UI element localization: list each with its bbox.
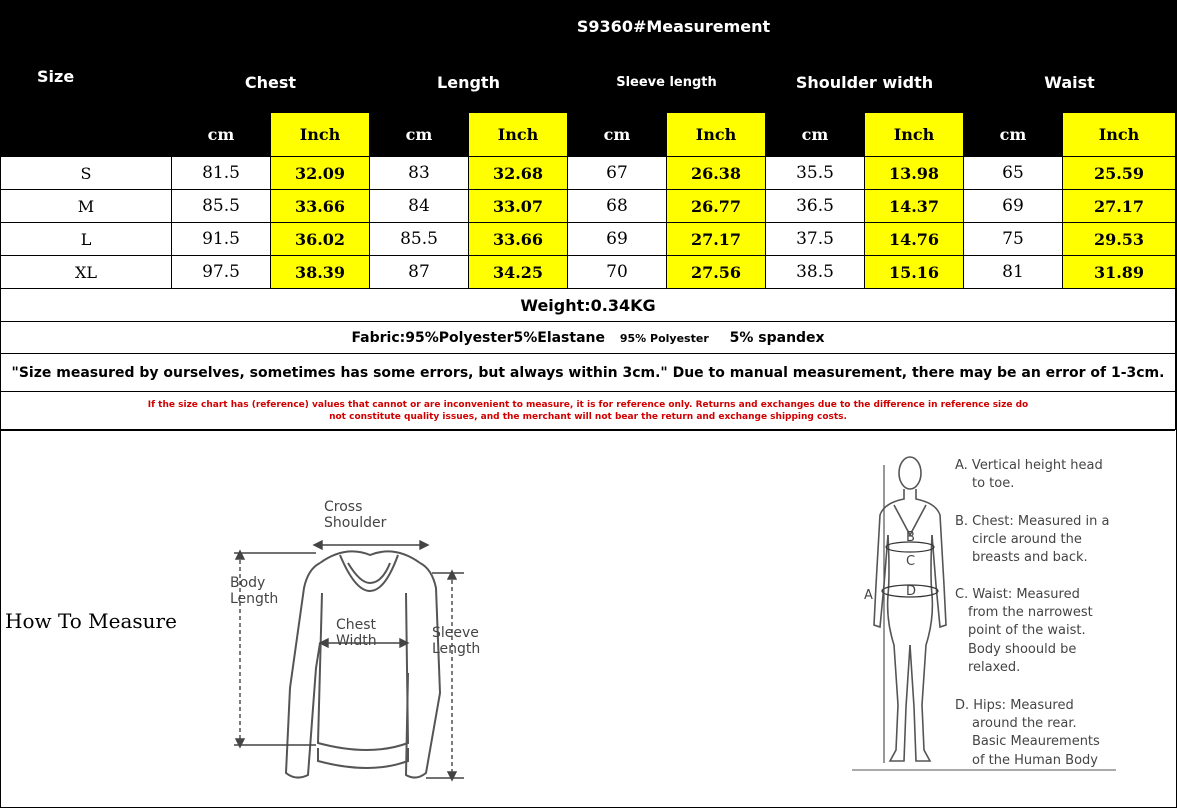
cell-inch: 38.39 (271, 256, 370, 289)
cell-inch: 29.53 (1063, 223, 1176, 256)
fabric-spandex: 5% spandex (729, 329, 825, 346)
group-waist: Waist (964, 53, 1176, 113)
body-letter-a: A (864, 588, 873, 603)
cell-cm: 75 (964, 223, 1063, 256)
cell-inch: 33.66 (271, 190, 370, 223)
fabric-polyester: 95% Polyester (619, 331, 709, 345)
unit-cm: cm (766, 113, 865, 157)
size-header: Size (1, 1, 172, 157)
label-chest-width-2: Width (336, 633, 377, 649)
note-a-2: to toe. (972, 476, 1015, 491)
cell-cm: 70 (568, 256, 667, 289)
weight-info: Weight:0.34KG (1, 289, 1176, 322)
cell-inch: 36.02 (271, 223, 370, 256)
cell-cm: 67 (568, 157, 667, 190)
cell-cm: 65 (964, 157, 1063, 190)
cell-inch: 34.25 (469, 256, 568, 289)
group-shoulder-width: Shoulder width (766, 53, 964, 113)
disclaimer-text: "Size measured by ourselves, sometimes has some errors, but always within 3cm." Due to manual measurement, there may be an error of 1-3cm. (1, 354, 1176, 392)
cell-inch: 27.56 (667, 256, 766, 289)
body-letter-b: B (906, 530, 915, 545)
note-c-2: from the narrowest (968, 605, 1093, 620)
cell-inch: 14.37 (865, 190, 964, 223)
note-c-3: point of the waist. (968, 623, 1086, 638)
cell-cm: 38.5 (766, 256, 865, 289)
body-letter-d: D (906, 584, 917, 599)
unit-inch: Inch (667, 113, 766, 157)
cell-cm: 68 (568, 190, 667, 223)
cell-inch: 33.66 (469, 223, 568, 256)
label-sleeve-length-2: Length (432, 641, 481, 657)
row-size: M (1, 190, 172, 223)
cell-inch: 33.07 (469, 190, 568, 223)
cell-cm: 87 (370, 256, 469, 289)
note-c-1: C. Waist: Measured (955, 587, 1080, 602)
note-d-4: of the Human Body (972, 753, 1098, 768)
unit-inch: Inch (865, 113, 964, 157)
cell-inch: 26.77 (667, 190, 766, 223)
unit-inch: Inch (1063, 113, 1176, 157)
group-length: Length (370, 53, 568, 113)
cell-inch: 27.17 (1063, 190, 1176, 223)
cell-cm: 37.5 (766, 223, 865, 256)
unit-inch: Inch (469, 113, 568, 157)
cell-inch: 14.76 (865, 223, 964, 256)
note-c-4: Body shoould be (968, 642, 1077, 657)
chart-title: S9360#Measurement (172, 1, 1176, 53)
cell-inch: 31.89 (1063, 256, 1176, 289)
cell-inch: 15.16 (865, 256, 964, 289)
fabric-main: Fabric:95%Polyester5%Elastane (351, 329, 605, 346)
label-cross-shoulder-1: Cross (324, 499, 363, 515)
cell-cm: 69 (964, 190, 1063, 223)
label-cross-shoulder-2: Shoulder (324, 515, 387, 531)
body-letter-c: C (906, 554, 916, 569)
note-d-1: D. Hips: Measured (955, 698, 1074, 713)
cell-cm: 85.5 (370, 223, 469, 256)
cell-cm: 97.5 (172, 256, 271, 289)
note-d-3: Basic Meaurements (972, 734, 1100, 749)
group-chest: Chest (172, 53, 370, 113)
cell-inch: 26.38 (667, 157, 766, 190)
cell-inch: 13.98 (865, 157, 964, 190)
label-chest-width-1: Chest (336, 617, 377, 633)
cell-cm: 91.5 (172, 223, 271, 256)
row-size: XL (1, 256, 172, 289)
cell-cm: 81.5 (172, 157, 271, 190)
return-notice-line-2: not constitute quality issues, and the merchant will not bear the return and exchange shipping costs. (329, 411, 847, 422)
row-size: S (1, 157, 172, 190)
label-sleeve-length-1: Sleeve (432, 625, 479, 641)
cell-cm: 36.5 (766, 190, 865, 223)
unit-inch: Inch (271, 113, 370, 157)
cell-inch: 32.09 (271, 157, 370, 190)
cell-cm: 81 (964, 256, 1063, 289)
unit-cm: cm (964, 113, 1063, 157)
cell-cm: 84 (370, 190, 469, 223)
cell-cm: 85.5 (172, 190, 271, 223)
cell-cm: 83 (370, 157, 469, 190)
cell-cm: 69 (568, 223, 667, 256)
row-size: L (1, 223, 172, 256)
unit-cm: cm (172, 113, 271, 157)
label-body-length-1: Body (230, 575, 266, 591)
unit-cm: cm (370, 113, 469, 157)
note-b-2: circle around the (972, 532, 1082, 547)
cell-inch: 32.68 (469, 157, 568, 190)
note-b-1: B. Chest: Measured in a (955, 514, 1110, 529)
note-a-1: A. Vertical height head (955, 458, 1103, 473)
note-c-5: relaxed. (968, 660, 1021, 675)
return-notice-line-1: If the size chart has (reference) values that cannot or are inconvenient to measure, it is for reference only. Returns and exchanges due to the difference in reference size do (147, 399, 1029, 410)
note-b-3: breasts and back. (972, 550, 1088, 565)
label-body-length-2: Length (230, 591, 279, 607)
cell-cm: 35.5 (766, 157, 865, 190)
note-d-2: around the rear. (972, 716, 1077, 731)
group-sleeve-length: Sleeve length (568, 53, 766, 113)
unit-cm: cm (568, 113, 667, 157)
how-to-measure-label: How To Measure (5, 609, 177, 633)
cell-inch: 27.17 (667, 223, 766, 256)
cell-inch: 25.59 (1063, 157, 1176, 190)
